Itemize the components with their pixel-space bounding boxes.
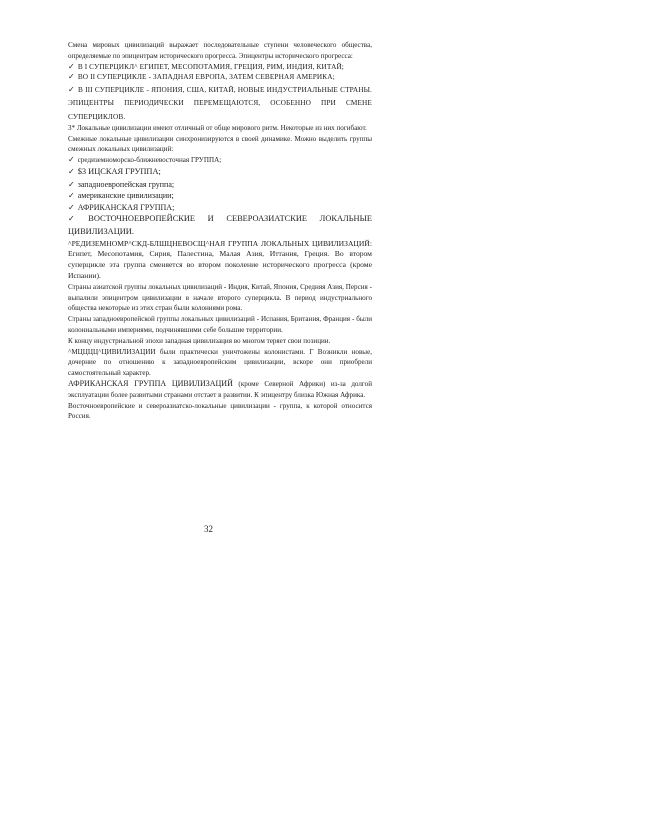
paragraph: Восточноевропейские и североазиатско-локальные цивилизации - группа, к которой относится Россия. [68, 401, 372, 421]
page-number: 32 [204, 524, 213, 534]
intro-paragraph: Смена мировых цивилизаций выражает последовательные ступени человеческого общества, определяемые по эпицентрам исторического прогресса. Эпицентры исторического прогресса: [68, 41, 372, 60]
bullet-item: ✓ ВОСТОЧНОЕВРОПЕЙСКИЕ И СЕВЕРОАЗИАТСКИЕ ЛОКАЛЬНЫЕ ЦИВИЛИЗАЦИИ. [68, 214, 372, 236]
check-icon: ✓ [68, 85, 76, 95]
bullet-item: ✓ средиземноморско-ближневосточная ГРУППА; [68, 155, 222, 165]
bullet-item: ✓ АФРИКАНСКАЯ ГРУППА; [68, 202, 175, 212]
bullet-item: ✓ $3 ИЦСКАЯ ГРУППА; [68, 166, 161, 176]
check-icon: ✓ [68, 179, 75, 189]
check-icon: ✓ [68, 214, 86, 224]
paragraph: ^МЦЦЦЦ^ЦИВИЛИЗАЦИИ были практически уничтожены колонистами. Г Возникли новые, дочерние по отношению к западноевропейским цивилизации, вскоре они приобрели самостоятельный характер. [68, 347, 372, 378]
check-icon: ✓ [68, 61, 75, 71]
check-icon: ✓ [68, 191, 75, 201]
paragraph: АФРИКАНСКАЯ ГРУППА ЦИВИЛИЗАЦИЙ (кроме Северной Африки) из-за долгой эксплуатации более развитыми странами отстает в развитии. К эпицентру близка Южная Африка. [68, 378, 373, 399]
paragraph: Страны западноевропейской группы локальных цивилизаций - Испания, Британия, Франция - были колониальными империями, подчинявшими себе большие территории. [68, 315, 372, 334]
bullet-item: ✓ В I СУПЕРЦИКЛ^ ЕГИПЕТ, МЕСОПОТАМИЯ, ГРЕЦИЯ, РИМ, ИНДИЯ, КИТАЙ; [68, 61, 344, 71]
document-page [68, 40, 372, 422]
bullet-item: ✓ В III СУПЕРЦИКЛЕ - ЯПОНИЯ, США, КИТАЙ, НОВЫЕ ИНДУСТРИАЛЬНЫЕ СТРАНЫ. ЭПИЦЕНТРЫ ПЕРИОДИЧЕСКИ ПЕРЕМЕЩАЮТСЯ, ОСОБЕННО ПРИ СМЕНЕ СУПЕРЦИКЛОВ. [68, 85, 372, 121]
paragraph: Смежные локальные цивилизации синхронизируются в своей динамике. Можно выделить группы смежных локальных цивилизаций: [68, 134, 372, 154]
paragraph: ^РЕДИЗЕМНОМР^СКД-БЛШЦНЕВОСЩ^НАЯ ГРУППА ЛОКАЛЬНЫХ ЦИВИЛИЗАЦИЙ: Египет, Месопотамия, Сирия, Палестина, Малая Азия, Иттания, Греция. Во втором суперцикле эта группа сменяется во втором поколение исторического прогресса (кроме Испании). [68, 238, 372, 280]
check-icon: ✓ [68, 72, 75, 82]
check-icon: ✓ [68, 202, 75, 212]
paragraph: К концу индустриальной эпохи западная цивилизация во многом теряет свои позиции. [68, 336, 331, 345]
paragraph: Страны азиатской группы локальных цивилизаций - Индия, Китай, Япония, Средняя Азия, Персия - выпалили эпицентром цивилизации в начале второго суперцикла. В период индустриального общества некоторые из этих стран были колониями рома. [68, 282, 372, 313]
check-icon: ✓ [68, 166, 75, 176]
check-icon: ✓ [68, 155, 75, 165]
bullet-item: ✓ американские цивилизации; [68, 191, 174, 201]
paragraph: 3* Локальные цивилизации имеют отличный от обще мирового ритм. Некоторые из них погибают. [68, 123, 367, 132]
bullet-item: ✓ западноевропейская группа; [68, 179, 175, 189]
bullet-item: ✓ ВО II СУПЕРЦИКЛЕ - ЗАПАДНАЯ ЕВРОПА, ЗАТЕМ СЕВЕРНАЯ АМЕРИКА; [68, 72, 335, 82]
